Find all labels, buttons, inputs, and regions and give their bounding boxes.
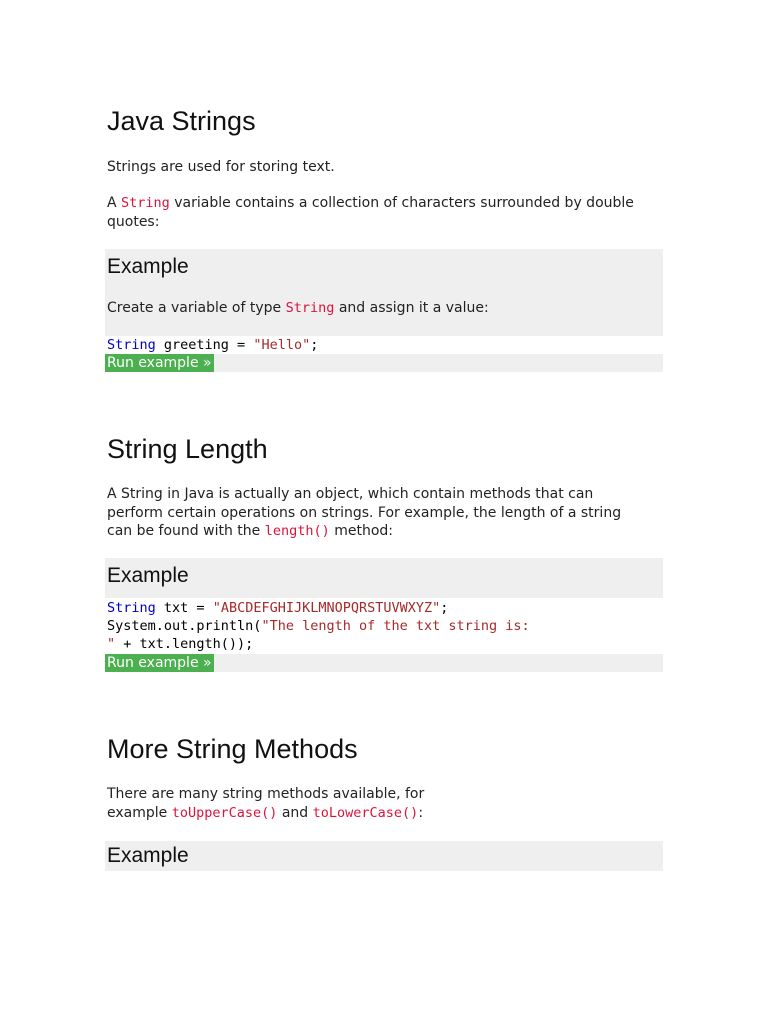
run-row-1 — [105, 354, 663, 372]
keyword-string: String — [285, 300, 335, 316]
heading-java-strings: Java Strings — [107, 106, 256, 136]
heading-more-string-methods: More String Methods — [107, 734, 358, 764]
code-text: ; — [310, 337, 319, 353]
text: There are many string methods available, for — [107, 786, 425, 802]
text: example — [107, 804, 172, 821]
text: Create a variable of type — [107, 300, 286, 316]
code-text: ; — [440, 600, 449, 616]
example-title: Example — [107, 564, 189, 587]
run-example-button[interactable]: Run example » — [107, 355, 212, 371]
example-description — [107, 299, 489, 317]
example-box-1 — [105, 249, 663, 336]
text: and assign it a value: — [334, 300, 489, 316]
text: A — [107, 195, 122, 211]
example-title: Example — [107, 255, 189, 278]
text: : — [418, 804, 424, 821]
keyword-tolowercase: toLowerCase() — [312, 804, 419, 821]
text: and — [277, 804, 313, 821]
run-row-2 — [105, 654, 663, 672]
code-block-1 — [105, 336, 663, 354]
string-length-description — [107, 485, 667, 541]
heading-string-length: String Length — [107, 434, 268, 464]
code-text: txt = — [155, 600, 213, 616]
code-string: "Hello" — [253, 337, 311, 353]
code-type: String — [107, 600, 156, 616]
code-text: System.out.println( — [107, 618, 262, 634]
code-string: "ABCDEFGHIJKLMNOPQRSTUVWXYZ" — [212, 600, 441, 616]
more-methods-description — [107, 785, 667, 822]
code-block-2 — [105, 599, 663, 654]
string-description — [107, 194, 667, 231]
code-type: String — [107, 337, 156, 353]
text: method: — [329, 523, 393, 539]
keyword-length: length() — [264, 523, 330, 539]
intro-text: Strings are used for storing text. — [107, 159, 335, 175]
text: perform certain operations on strings. For example, the length of a string — [107, 504, 622, 521]
keyword-string: String — [121, 195, 170, 211]
text: A String in Java is actually an object, which contain methods that can — [107, 486, 594, 502]
example-title: Example — [107, 844, 189, 867]
keyword-touppercase: toUpperCase() — [171, 804, 278, 821]
text: can be found with the — [107, 523, 265, 539]
example-box-2 — [105, 558, 663, 598]
code-string: "The length of the txt string is: — [261, 618, 538, 634]
example-box-3 — [105, 841, 663, 871]
text: quotes: — [107, 213, 160, 230]
run-example-button[interactable]: Run example » — [107, 655, 212, 671]
code-string: " — [107, 636, 116, 652]
code-text: + txt.length()); — [115, 636, 254, 652]
text: variable contains a collection of characters surrounded by double — [169, 195, 634, 211]
code-text: greeting = — [155, 337, 254, 353]
